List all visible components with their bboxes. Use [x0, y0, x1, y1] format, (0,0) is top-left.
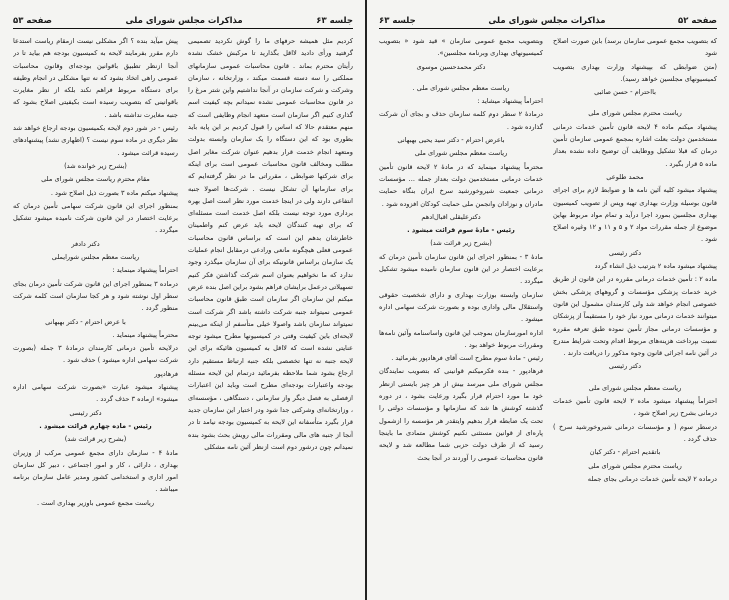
salutation: ریاست معظم مجلس شورای ملی: [414, 149, 508, 158]
reading-note: (بشرح زیر قرائت شد): [64, 435, 127, 444]
paragraph: احتراماً پیشنهاد میشاید :: [477, 97, 543, 106]
page-53: [1, 0, 365, 600]
page-52: [365, 0, 729, 600]
paragraph: احتراماً پیشنهاد مینماید :: [112, 266, 178, 275]
salutation: ریاست معظم مجلس شورای ملی .: [412, 83, 510, 92]
signature: محمد طلوعی: [606, 172, 644, 181]
paragraph: ماده ۲ : تأمین خدمات درمانی مقرره در این قانون از طریق خرید خدمات پزشکی مؤسسات و گروههای پزشکی بخش خصوصی انجام خواهد شد ولی کارمندان مشمول این قانون میتوانند خدمات درمانی مورد نیاز خود را مستقیماً از پزشکان و مؤسسات درمانی مجاز تأمین نموده طبق تعرفه مقرره نسبت بپرداخت هزینه‌های مربوط اقدام وتحت شرایط مندرج در آئین نامه اجرائی قانون وجوه مذکور را دریافت دارند .: [553, 275, 717, 358]
paragraph: درلایحه تأمین درمانی کارمندان درمادهٔ ۳ جمله (بصورت شرکت سهامی اداره میشود ) حذف شود .: [13, 344, 178, 365]
page-number: صفحه ۵۳: [13, 16, 52, 26]
column-left: [379, 35, 543, 595]
paragraph: که بتصویب مجمع عمومی سازمان برسد) باین صورت اصلاح شود: [553, 37, 717, 58]
speaker-line: رئیس - ماده چهارم قرائت میشود .: [39, 421, 152, 430]
paragraph: درمادهٔ ۲ سطر دوم کلمه سازمان حذف و بجای آن شرکت گذارده شود .: [379, 110, 543, 131]
speaker-line: رئیس - مادهٔ سوم مطرح است آقای فرهادپور بفرمائید .: [391, 354, 543, 363]
session-number: جلسه ۶۳: [379, 16, 416, 26]
speech: فرهادپور - بنده فکرمیکنم قوانینی که بتصویب نمایندگان مجلس شورای ملی میرسد بیش از هر چیز بایستی ازنظر خود ما مورد احترام قرار بگیرد ورعایت بشود ، در دوره گذشته کوشش ها شد که سازمانها و مؤسسات دولتی را تحت یک ضابطه قرار بدهیم وایتقدر هر مؤسسه را ازشمول پاره‌ای از قوانین مستثنی نکنیم کوشش متمادی ما باینجا رسید که از طرف دولت حزبی شما مطالعه شد و لایحه قانون محاسبات عمومی را آوردند در آنجا بحث: [379, 367, 543, 462]
page-header: [13, 10, 353, 29]
paragraph: درماده ۳ بمنظور اجرای این قانون شرکت تأمین درمان بجای سطر اول نوشته شود و هر کجا سازمان است کلمه شرکت منظور گردد .: [13, 279, 178, 313]
salutation: ریاست محترم مجلس شورای ملی: [588, 109, 682, 118]
signature: با عرض احترام - دکتر بهبهانی: [45, 317, 126, 326]
salutation: مقام محترم ریاست مجلس شورای ملی: [41, 175, 150, 184]
running-title: مذاکرات مجلس شورای ملی: [488, 16, 606, 26]
speech: پیش میآید بنده ؟ اگر مشکلی نیست ازمقام ریاست استدعا دارم مقرر بفرمایند لایحه به کمیسیون بودجه هم بیاید تا در آنجا ازنظر تطبیق باقوانین بودجه‌ای وقانون محاسبات عمومی راهی اتخاذ بشود که نه تنها مشکلی در انجام وظیفه برای دستگاه مربوط فراهم نکند بلکه از نظر مغایرت باقوانینی که بتصویب رسیده است بکیفیتی اصلاح بشود که جنبه مغایرت نداشته باشد .: [13, 37, 178, 119]
paragraph: محترماً پیشنهاد مینماید که در مادهٔ ۲ لایحه قانون تأمین خدمات درمانی مستخدمین دولت بعداز جمله ... مؤسسات درمانی جمعیت شیروخورشید سرخ ایران بنگاه حمایت مادران و نوزادان وانجمن ملی حمایت کودکان افزوده شود .: [379, 162, 543, 208]
text-columns: [379, 35, 717, 595]
paragraph: اداره امورسازمان بموجب این قانون واساسنامه وآئین نامه‌ها ومقررات مربوط خواهد بود .: [379, 328, 543, 349]
paragraph: درماده ۲ لایحه تأمین خدمات درمانی بجای جمله: [587, 474, 717, 483]
signature: دکتر رئیسی: [608, 248, 642, 257]
signature: بااحترام - حسن صائبی: [594, 88, 656, 97]
paragraph: ریاست مجمع عمومی باوزیر بهداری است .: [36, 498, 155, 507]
paragraph: پیشنهاد میکنم ماده ۳ بصورت ذیل اصلاح شود .: [50, 188, 178, 197]
paragraph: سازمان وابسته بوزارت بهداری و دارای شخصیت حقوقی واستقلال مالی واداری بوده و بصورت شرکت سهامی اداره میشود .: [379, 290, 543, 324]
paragraph: پیشنهاد میشود ماده ۲ بترتیب ذیل انشاء گردد: [594, 262, 717, 271]
paragraph: پیشنهاد میشود عبارت «بصورت شرکت سهامی اداره میشود» ازماده ۳ حذف گردد .: [13, 383, 178, 404]
paragraph: محترماً پیشنهاد مینماید .: [112, 330, 178, 339]
paragraph: پیشنهاد میشود کلیه آئین نامه ها و ضوابط لازم برای اجرای قانون بوسیله وزارت بهداری تهیه وپس از تصویب کمیسیون بهداری مجلسین بمورد اجرا درآید و تمام مواد مربوط بهاین موضوع از جمله مقررات مواد ۲ و ۵ و ۱۱ و ۱۲ وغیره اصلاح شود .: [553, 186, 717, 244]
page-header: [379, 10, 717, 29]
speaker-line: رئیس - مادهٔ سوم قرائت میشود .: [407, 226, 515, 235]
article-4: مادهٔ ۴ - سازمان دارای مجمع عمومی مرکب از وزیران بهداری ، دارائی ، کار و امور اجتماعی ، دبیر کل سازمان امور اداری و استخدامی کشور ومدیر عامل سازمان برنامه میباشد .: [13, 448, 178, 494]
speech: کردیم مثل همیشه حرفهای ما را گوش نکردید تصمیمی گرفتید ورأی دادید لااقل بگذارید تا مرکبش خشک نشده رأیتان محترم بماند . قانون محاسبات عمومی سازمانهای مملکتی را سه دسته قسمت میکند ، وزارتخانه ، سازمان وشرکت و شرکت سازمان در آنجا نداشتیم واین شتر مرغ را در قانون محاسبات عمومی نشده نمیدانم بچه کیفیت اسم گذاری کنیم اگر سازمان است متعهد انجام وظایفی است که منهم معتقدم حالا که اساس را قبول کردیم بر این پایه باید بطوری بود که این دستگاه را یک سازمان وابسته بدولت ومتعهد انجام خدمت قرار بدهیم عنوان شرکت مغایر اصل مطلب ومخالف قانون محاسبات عمومی است برای اینکه برای شرکتها ضوابطی ، مقرراتی ما در نظر گرفته‌ایم که برای سازمانها آن تشکل نیست . شرکت‌ها اصولا جنبه انتفاعی دارند ولی در اینجا خدمت مورد نظر است اصل بهره برداری مورد توجه نیست بلکه اصل خدمت است مسئله‌ای که برای تهیه کنندگان لایحه باید عرض کنم واطمینان خاطرشان بدهم این است که براساس قانون محاسبات عمومی فعلی هیچگونه مانعی ورادعی درمقابل انجام عملیات یک سازمان براساس قانونیکه برای آن سازمان میگذرد وجود ندارد که ما نخواهیم بعنوان اسم شرکت گذاشتن فکر کنیم تسهیلاتی درعمل برایشان فراهم بشود براین اصل بنده عرض میکنم این سازمان اگر سازمان است طبق قانون محاسبات عمومی نمیتواند جنبه شرکت داشته باشد اگر شرکت است نمیتواند سازمان باشد واصولا خیلی متأسفم از اینکه می‌بینم لایحه‌ای باین کیفیت وقتی در کمیسیونها مطرح میشود توجه عنایتی نشده است که لااقل به کمیسیون هائیکه برای این لایحه جنبه نه تنها تخصصی بلکه جنبه ارتباط مستقیم دارد ارجاع بشود شما ملاحظه بفرمائید درتمام این لایحه مسئله بودجه واعتبارات بودجه‌ای مطرح است وباید این اعتبارات ازفصلی به فصل دیگر واز سازمانی ، دستگاهی ، مؤسسه‌ای ، وزارتخانه‌ای وشرکتی جدا شود ودر اختیار این سازمان جدید قرار بگیرد متأسفانه این لایحه به کمیسیون بودجه نیامد تا در آنجا از جنبه های مالی ومقررات مالی رویش بحث بشود بنده نمیدانم چون درشور دوم است ازنظر آئین نامه مشکلی: [188, 37, 353, 451]
session-number: جلسه ۶۳: [316, 16, 353, 26]
column-left: [13, 35, 178, 595]
signature: دکتر رئیسی: [69, 408, 102, 417]
speaker-line: رئیس - در شور دوم لایحه بکمیسیون بودجه ارجاع خواهد شد نظر دیگری در ماده سوم نیست ؟ (اظهاری نشد) پیشنهادهای رسیده قرائت میشود .: [13, 124, 178, 157]
paragraph: وبتصویب مجمع عمومی سازمان » قید شود « بتصویب کمیسیونهای بهداری وبرنامه مجلسین».: [379, 37, 543, 58]
paragraph: پیشنهاد میکنم ماده ۴ لایحه قانون تأمین خدمات درمانی مستخدمین دولت بعلت اشاره بمجمع عمومی سازمان تأمین درمان که قبلا تشکیل ووظایف آن توضیح داده نشده بعداز ماده ۵ قرار بگیرد .: [553, 122, 717, 168]
signature: باعرض احترام - دکتر سید یحیی بهبهانی: [397, 136, 505, 145]
signature: دکتر رئیسی: [608, 362, 642, 371]
salutation: ریاست محترم مجلس شورای ملی: [588, 461, 682, 470]
paragraph: درسطر سوم ( و مؤسسات درمانی شیروخورشید سرخ ) حذف گردد .: [553, 422, 717, 443]
salutation: ریاست معظم مجلس شورایملی: [51, 253, 140, 262]
page-number: صفحه ۵۲: [678, 16, 717, 26]
paragraph: (متن ضوابطی که بپیشنهاد وزارت بهداری بتصویب کمیسیونهای مجلسین خواهد رسید).: [553, 62, 717, 83]
article-3: مادهٔ ۳ - بمنظور اجرای این قانون سازمان تأمین درمان که برعایت اختصار در این قانون سازمان نامیده میشود تشکیل میگردد .: [379, 252, 543, 286]
paragraph: احتراماً پیشنهاد میشود ماده ۲ لایحه قانون تأمین خدمات درمانی بشرح زیر اصلاح شود ،: [553, 397, 717, 418]
column-right: [188, 35, 353, 595]
signature: دکتر محمدحسین موسوی: [416, 62, 486, 71]
signature: باتقدیم احترام - دکتر کیان: [589, 448, 661, 457]
signature: دکتر دادفر: [71, 239, 100, 248]
reading-note: (بشرح زیر قرائت شد): [430, 239, 492, 248]
text-columns: [13, 35, 353, 595]
signature: دکترعلیقلی اقبال‌ادهم: [421, 212, 481, 221]
column-right: [553, 35, 717, 595]
paragraph: بمنظور اجرای این قانون شرکت سهامی تأمین درمان که برعایت اختصار در این قانون شرکت نامیده میشود تشکیل میگردد .: [13, 201, 178, 235]
salutation: ریاست معظم مجلس شورای ملی: [588, 383, 682, 392]
reading-note: (بشرح زیر خوانده شد): [64, 161, 127, 170]
running-title: مذاکرات مجلس شورای ملی: [125, 16, 243, 26]
signature: فرهادپور: [154, 369, 178, 378]
